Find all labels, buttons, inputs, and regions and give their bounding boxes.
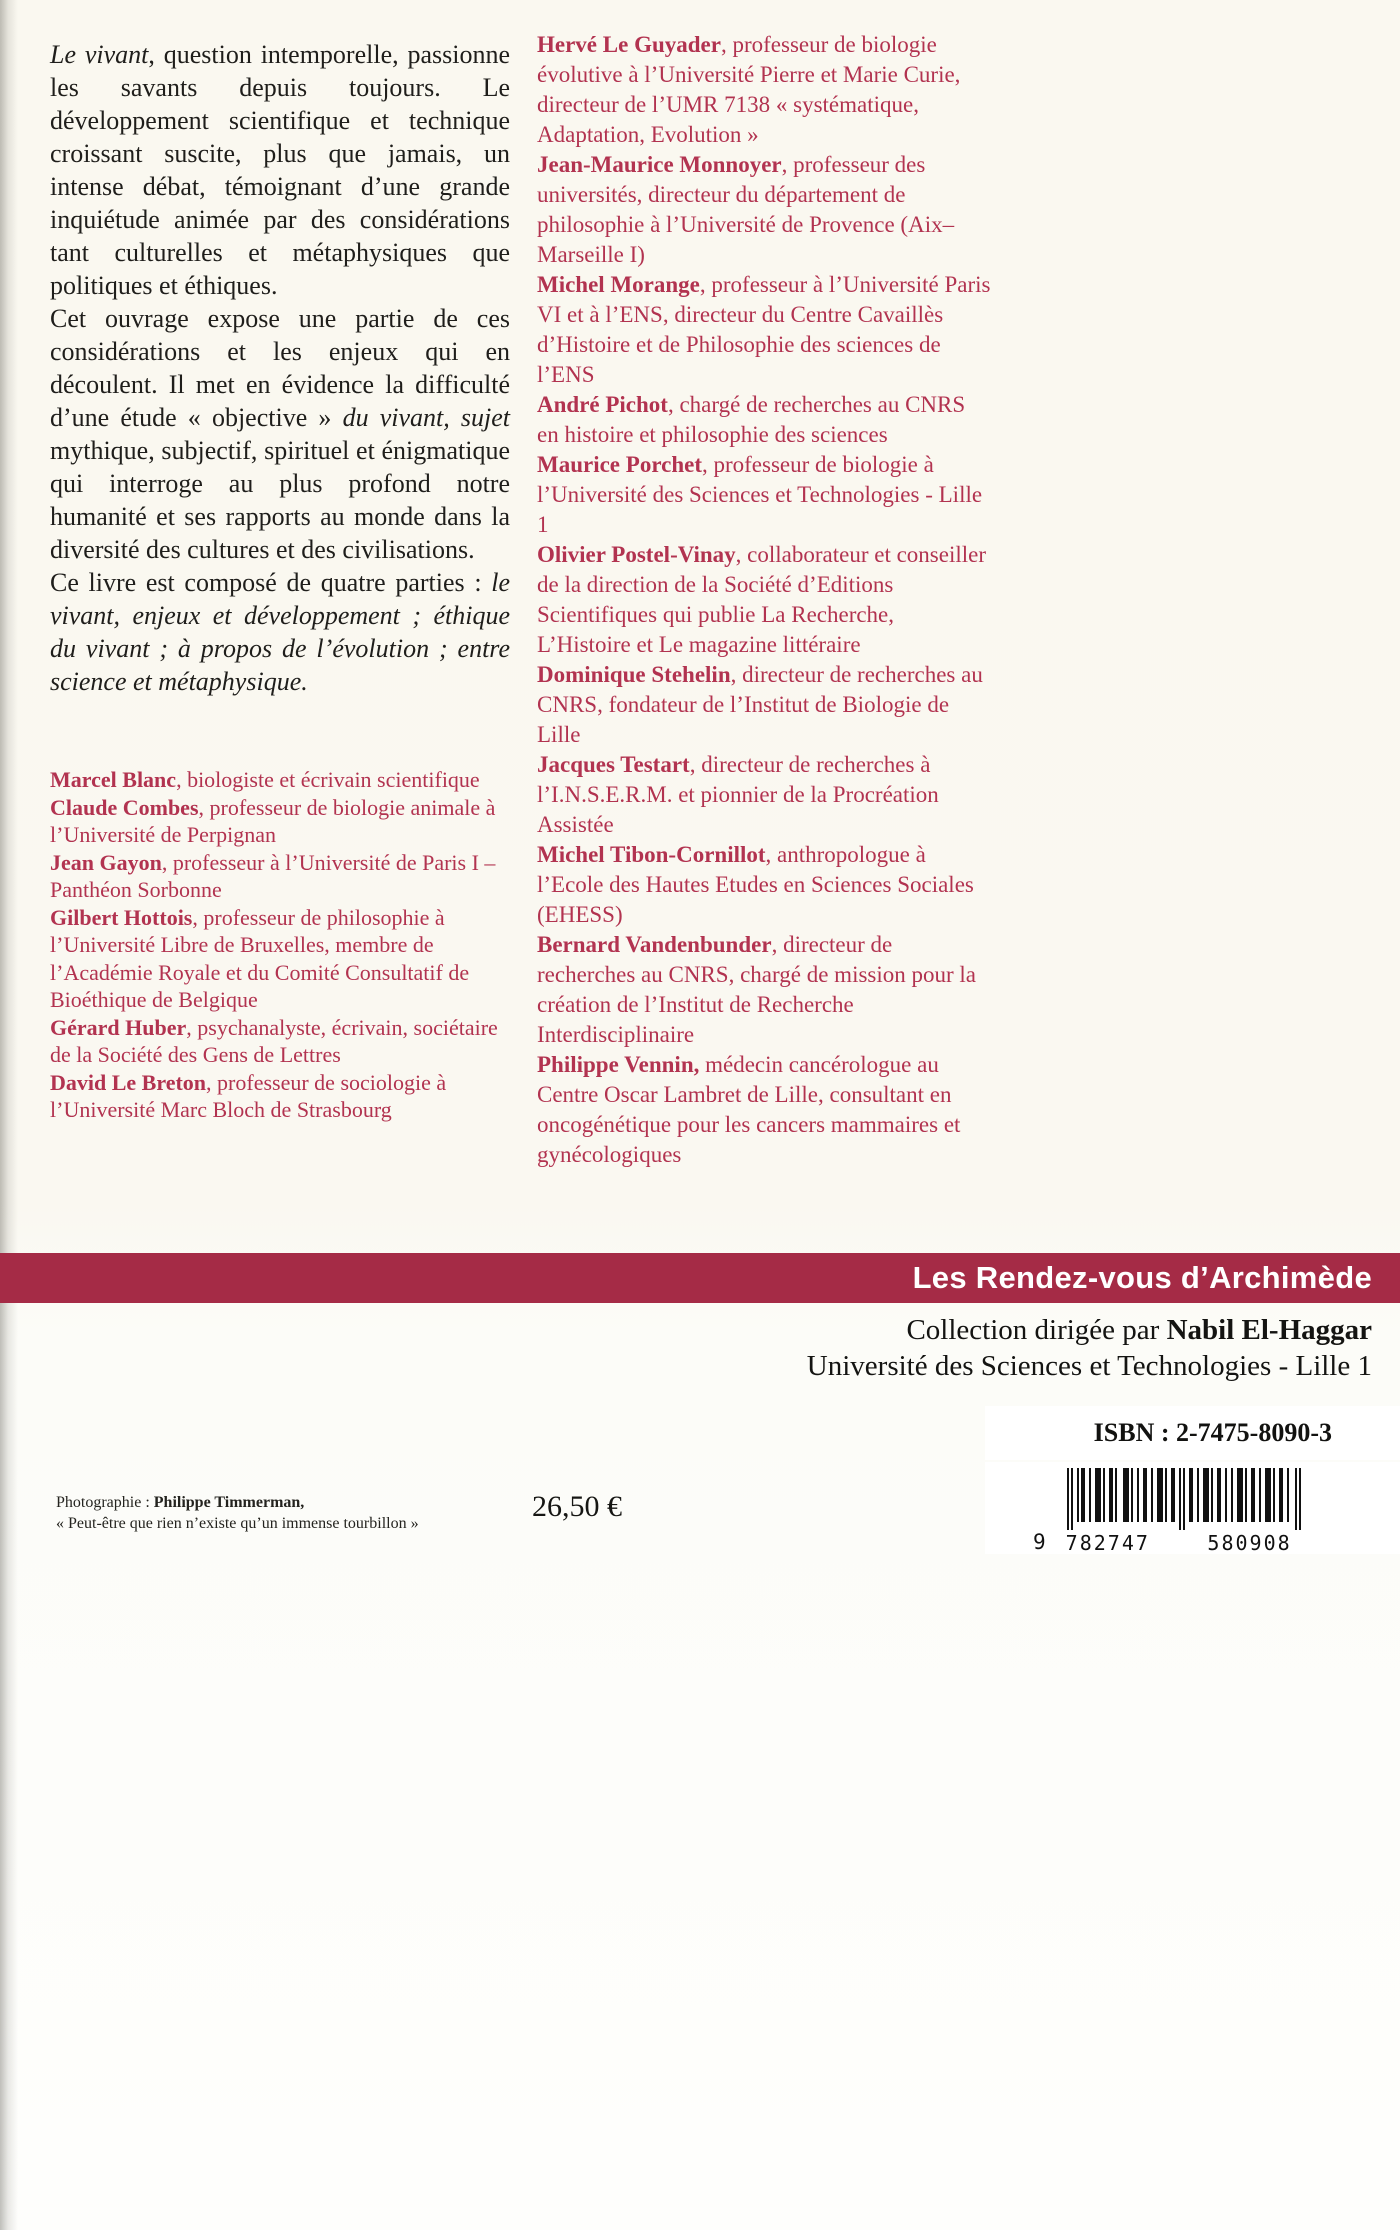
contributor-role: , professeur de philosophie à l’Université Libre de Bruxelles, membre de l’Académie Royale et du Comité Consultatif de Bioéthique de Belgique: [50, 904, 470, 1012]
description-paragraph-3: [50, 566, 510, 698]
collection-director-name: Nabil El-Haggar: [1166, 1314, 1372, 1346]
barcode-lead-digit: 9: [1033, 1530, 1046, 1554]
contributor-name: Hervé Le Guyader: [537, 32, 721, 57]
contributor-name: Olivier Postel-Vinay: [537, 542, 736, 567]
contributor-name: Maurice Porchet: [537, 452, 702, 477]
contributor: [50, 1069, 510, 1124]
contributor: [537, 750, 992, 840]
left-column: [50, 38, 510, 1124]
contributor-role: , professeur de sociologie à l’Université Marc Bloch de Strasbourg: [50, 1069, 447, 1122]
contributor: [537, 150, 992, 270]
contributor-name: David Le Breton: [50, 1069, 207, 1095]
text-run: Ce livre est composé de quatre parties :: [50, 568, 492, 597]
series-band: [0, 1253, 1400, 1303]
contributor: [50, 1014, 510, 1069]
contributor: [50, 794, 510, 849]
contributor-role: , directeur de recherches à l’I.N.S.E.R.M. et pionnier de la Procréation Assistée: [537, 752, 939, 837]
contributors-right: [537, 30, 992, 1170]
photographer-name: Philippe Timmerman,: [153, 1494, 305, 1511]
barcode-digit-group: 580908: [1207, 1531, 1292, 1555]
contributor: [537, 660, 992, 750]
contributor-role: , collaborateur et conseiller de la direction de la Société d’Editions Scientifiques qui publie La Recherche, L’Histoire et Le magazine littéraire: [537, 542, 986, 657]
book-description: [50, 38, 510, 698]
barcode-digits: [1052, 1531, 1318, 1555]
photo-credit-line-1: [56, 1492, 419, 1513]
contributor-role: , anthropologue à l’Ecole des Hautes Etudes en Sciences Sociales (EHESS): [537, 842, 974, 927]
description-paragraph-1: [50, 38, 510, 302]
contributor-role: , chargé de recherches au CNRS en histoire et philosophie des sciences: [537, 392, 966, 447]
photo-credit: [56, 1492, 419, 1534]
contributor-name: André Pichot: [537, 392, 668, 417]
contributor-name: Philippe Vennin,: [537, 1052, 700, 1077]
text-run: mythique, subjectif, spirituel et énigmatique qui interroge au plus profond notre humanité et ses rapports au monde dans la diversité des cultures et des civilisations.: [50, 436, 510, 564]
contributor-name: Marcel Blanc: [50, 767, 177, 792]
contributor-name: Claude Combes: [50, 794, 199, 820]
text-run: Collection dirigée par: [906, 1314, 1167, 1346]
contributor-role: , professeur à l’Université de Paris I – Panthéon Sorbonne: [50, 849, 496, 902]
contributor: [537, 930, 992, 1050]
photo-credit-line-2: « Peut-être que rien n’existe qu’un immense tourbillon »: [56, 1515, 419, 1532]
contributor: [537, 840, 992, 930]
barcode: [1033, 1468, 1318, 1555]
contributor-role: , directeur de recherches au CNRS, fondateur de l’Institut de Biologie de Lille: [537, 662, 983, 747]
contributor-name: Michel Tibon-Cornillot: [537, 842, 766, 867]
contributor-role: , professeur de biologie à l’Université des Sciences et Technologies - Lille 1: [537, 452, 983, 537]
contributor: [537, 270, 992, 390]
contributor-name: Jean-Maurice Monnoyer: [537, 152, 782, 177]
contributor-role: , psychanalyste, écrivain, sociétaire de la Société des Gens de Lettres: [50, 1014, 498, 1067]
barcode-bars: [1052, 1468, 1318, 1555]
barcode-panel: [985, 1462, 1400, 1554]
italic-run: du vivant, sujet: [342, 403, 510, 432]
contributor-role: , professeur des universités, directeur du département de philosophie à l’Université de Provence (Aix–Marseille I): [537, 152, 955, 267]
contributor-name: Dominique Stehelin: [537, 662, 731, 687]
spine-shadow: [0, 0, 18, 2230]
contributor-role: , professeur de biologie animale à l’Université de Perpignan: [50, 794, 496, 847]
series-title: Les Rendez-vous d’Archimède: [912, 1260, 1372, 1295]
isbn: ISBN : 2-7475-8090-3: [1093, 1418, 1332, 1447]
contributor-name: Jean Gayon: [50, 849, 162, 875]
price: 26,50 €: [532, 1490, 622, 1523]
isbn-panel: [985, 1406, 1400, 1460]
italic-run: Le vivant: [50, 40, 149, 69]
contributor-role: , biologiste et écrivain scientifique: [176, 767, 480, 792]
contributor-role: , professeur à l’Université Paris VI et à l’ENS, directeur du Centre Cavaillès d’Histoire et de Philosophie des sciences de l’ENS: [537, 272, 991, 387]
collection-line-1: [807, 1312, 1372, 1348]
barcode-digit-group: 782747: [1065, 1531, 1150, 1555]
contributor-name: Michel Morange: [537, 272, 700, 297]
contributor: [537, 540, 992, 660]
text-run: Photographie :: [56, 1494, 154, 1511]
text-run: Cet ouvrage expose une partie de ces considérations et les enjeux qui en découlent. Il met en évidence la difficulté d’une étude « objective »: [50, 304, 510, 432]
description-paragraph-2: [50, 302, 510, 566]
collection-credit: [807, 1312, 1372, 1384]
contributor: [537, 30, 992, 150]
contributor-name: Bernard Vandenbunder: [537, 932, 772, 957]
contributor-role: médecin cancérologue au Centre Oscar Lambret de Lille, consultant en oncogénétique pour les cancers mammaires et gynécologiques: [537, 1052, 961, 1167]
contributor-name: Jacques Testart: [537, 752, 690, 777]
collection-line-2: Université des Sciences et Technologies - Lille 1: [806, 1350, 1372, 1382]
contributor: [50, 849, 510, 904]
barcode-bars-svg: [1052, 1468, 1318, 1530]
contributor-role: , directeur de recherches au CNRS, chargé de mission pour la création de l’Institut de Recherche Interdisciplinaire: [537, 932, 977, 1047]
contributor-name: Gérard Huber: [50, 1014, 187, 1040]
contributor: [537, 390, 992, 450]
text-run: , question intemporelle, passionne les savants depuis toujours. Le développement scientifique et technique croissant suscite, plus que jamais, un intense débat, témoignant d’une grande inquiétude animée par des considérations tant culturelles et métaphysiques que politiques et éthiques.: [50, 40, 510, 300]
contributor-name: Gilbert Hottois: [50, 904, 193, 930]
italic-run: le vivant, enjeux et développement ; éthique du vivant ; à propos de l’évolution ; entre science et métaphysique.: [50, 568, 510, 696]
contributor: [537, 450, 992, 540]
contributor: [50, 766, 510, 794]
contributor: [50, 904, 510, 1014]
contributor-role: , professeur de biologie évolutive à l’Université Pierre et Marie Curie, directeur de l’UMR 7138 « systématique, Adaptation, Evolution »: [537, 32, 961, 147]
contributor: [537, 1050, 992, 1170]
contributors-left: [50, 766, 510, 1124]
